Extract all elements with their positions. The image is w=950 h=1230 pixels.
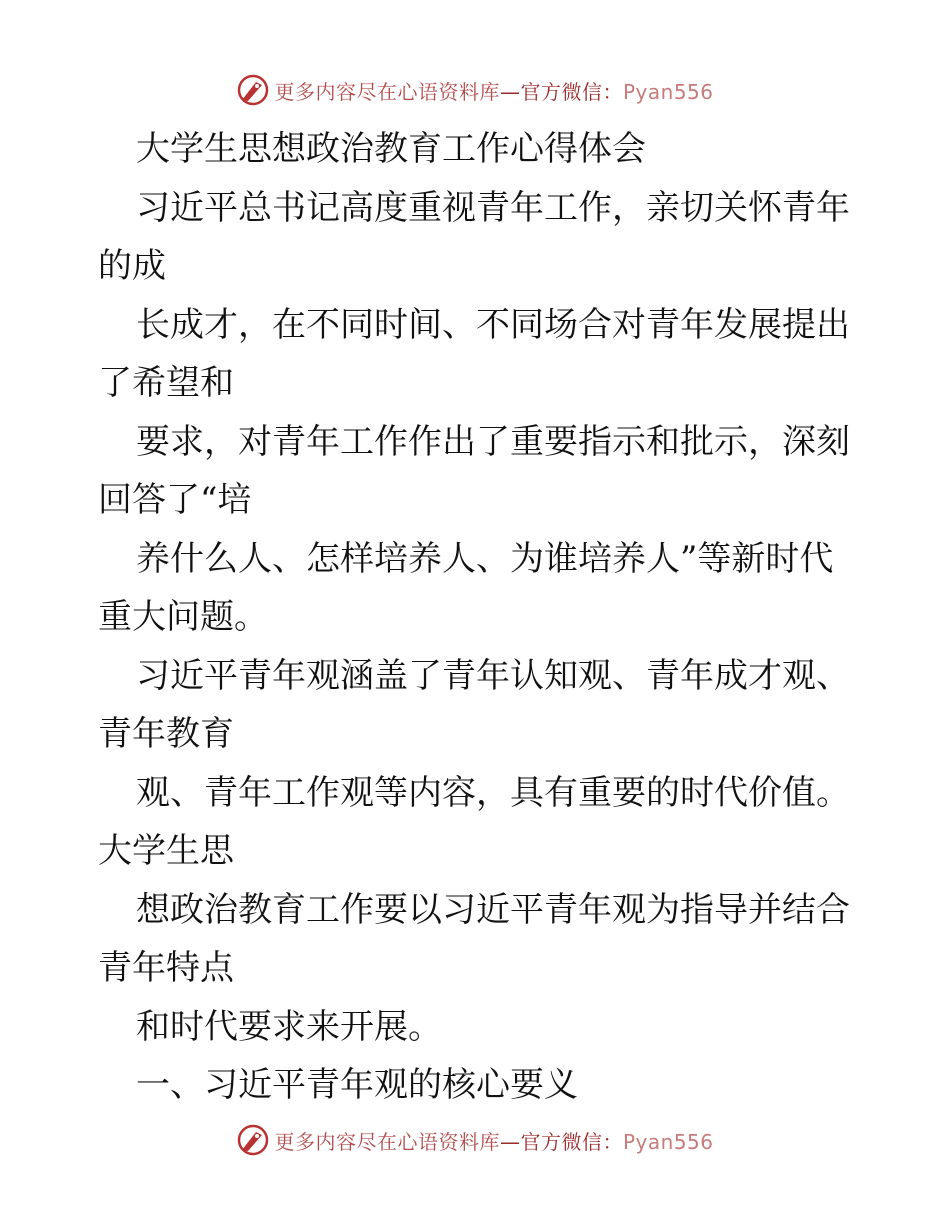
header-wechat-id: Pyan556 [622,79,714,104]
footer-separator: — [499,1129,521,1154]
header-separator: — [499,79,521,104]
footer-site-text: 更多内容尽在心语资料库 [274,1129,500,1154]
text-line: 一、习近平青年观的核心要义 [136,1065,578,1105]
footer-watermark-banner [0,1120,950,1160]
text-line: 习近平总书记高度重视青年工作，亲切关怀青年 [136,187,850,228]
header-watermark-banner [0,70,950,110]
text-line: 和时代要求来开展。 [136,1006,442,1047]
header-site-text: 更多内容尽在心语资料库 [274,79,500,104]
text-line: 的成 [98,246,166,286]
pen-nib-circle-logo-icon [236,73,270,107]
text-line: 养什么人、怎样培养人、为谁培养人”等新时代 [136,538,834,579]
text-line: 大学生思 [98,831,234,871]
footer-wechat-id: Pyan556 [622,1129,714,1154]
document-body [98,120,858,1115]
text-line: 长成才，在不同时间、不同场合对青年发展提出 [136,304,850,345]
text-line: 观、青年工作观等内容，具有重要的时代价值。 [136,772,850,813]
text-line: 想政治教育工作要以习近平青年观为指导并结合 [136,889,850,930]
footer-wechat-label: 官方微信： [520,1129,623,1154]
text-line: 重大问题。 [98,597,268,637]
pen-nib-circle-logo-icon [236,1123,270,1157]
text-line: 青年特点 [98,948,234,988]
header-banner-text [274,76,713,105]
text-line: 了希望和 [98,363,234,403]
text-line: 回答了“培 [98,480,252,520]
document-title: 大学生思想政治教育工作心得体会 [136,129,646,169]
text-line: 要求，对青年工作作出了重要指示和批示，深刻 [136,421,850,462]
header-wechat-label: 官方微信： [520,79,623,104]
text-line: 青年教育 [98,714,234,754]
text-line: 习近平青年观涵盖了青年认知观、青年成才观、 [136,655,850,696]
footer-banner-text [274,1126,713,1155]
